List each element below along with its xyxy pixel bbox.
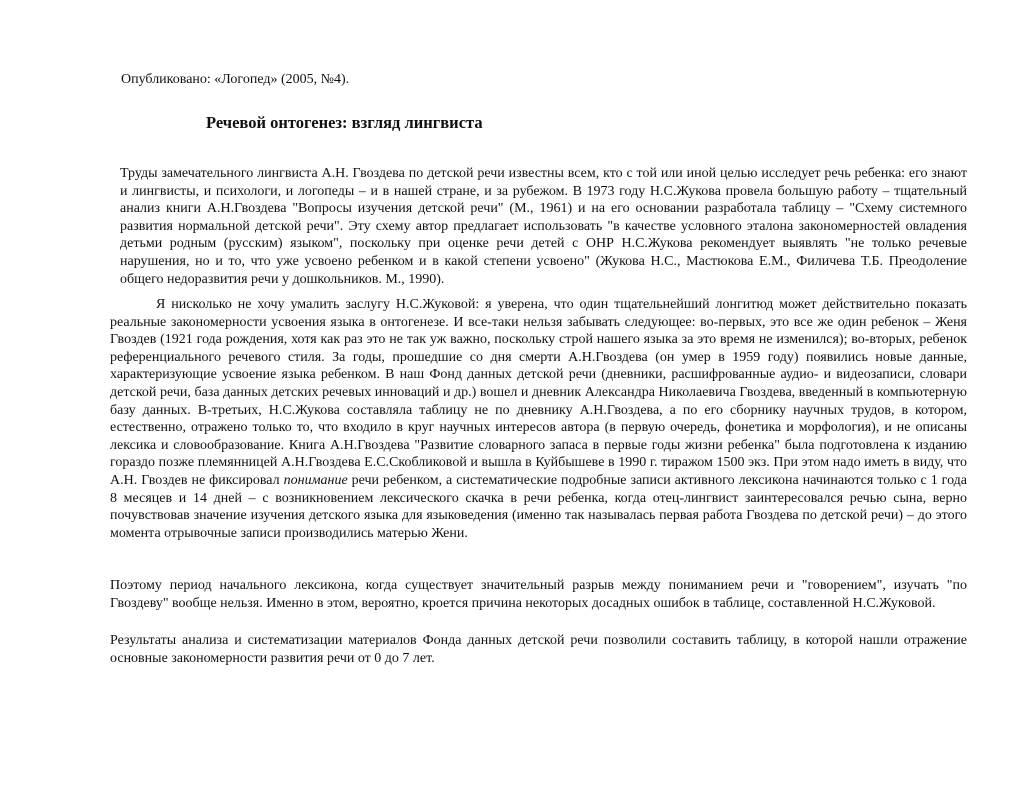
paragraph-intro bbox=[120, 165, 967, 288]
publication-note: Опубликовано: «Логопед» (2005, №4). bbox=[121, 72, 350, 87]
paragraph-critique-part-2: речи ребенком, а систематические подробные записи активного лексикона начинаются только с 1 года 8 месяцев и 14 дней – с возникновением лексического скачка в речи ребенка, когда отец-лингвист заинтересовался речью сына, верно почувствовав значение изучения детского языка для языковедения (именно так называлась первая работа Гвоздева по детской речи) – до этого момента отрывочные записи производились матерью Жени. bbox=[110, 472, 967, 541]
paragraph-results-text: Результаты анализа и систематизации материалов Фонда данных детской речи позволили составить таблицу, в которой нашли отражение основные закономерности развития речи от 0 до 7 лет. bbox=[110, 633, 967, 666]
paragraph-conclusion-text: Поэтому период начального лексикона, когда существует значительный разрыв между пониманием речи и "говорением", изучать "по Гвоздеву" вообще нельзя. Именно в этом, вероятно, кроется причина некоторых досадных ошибок в таблице, составленной Н.С.Жуковой. bbox=[110, 578, 967, 611]
paragraph-intro-text: Труды замечательного лингвиста А.Н. Гвоздева по детской речи известны всем, кто с той или иной целью исследует речь ребенка: его знают и лингвисты, и психологи, и логопеды – и в нашей стране, и за рубежом. В 1973 году Н.С.Жукова провела большую работу – тщательный анализ книги А.Н.Гвоздева "Вопросы изучения детской речи" (М., 1961) и на его основании разработала таблицу – "Схему системного развития нормальной детской речи". Эту схему автор предлагает использовать "в качестве условного эталона закономерностей овладения детьми родным (русским) языком", поскольку при оценке речи детей с ОНР Н.С.Жукова рекомендует выявлять "не только речевые нарушения, но и то, что уже усвоено ребенком и в какой степени усвоено" (Жукова Н.С., Мастюкова Е.М., Филичева Т.Б. Преодоление общего недоразвития речи у дошкольников. М., 1990). bbox=[120, 166, 967, 287]
paragraph-results bbox=[110, 632, 967, 667]
paragraph-conclusion bbox=[110, 577, 967, 612]
article-title: Речевой онтогенез: взгляд лингвиста bbox=[206, 113, 483, 132]
paragraph-critique-text bbox=[110, 296, 967, 542]
emphasis-term: понимание bbox=[283, 472, 348, 488]
paragraph-critique-part-1: Я нисколько не хочу умалить заслугу Н.С.Жуковой: я уверена, что один тщательнейший лонгитюд может действительно показать реальные закономерности усвоения языка в онтогенезе. И все-таки нельзя забывать следующее: во-первых, это все же один ребенок – Женя Гвоздев (1921 года рождения, хотя как раз это не так уж важно, поскольку строй нашего языка за это время не изменился); во-вторых, ребенок референциального речевого стиля. За годы, прошедшие со дня смерти А.Н.Гвоздева (он умер в 1959 году) появились новые данные, характеризующие усвоение языка ребенком. В наш Фонд данных детской речи (дневники, расшифрованные аудио- и видеозаписи, словари детской речи, база данных детских речевых инноваций и др.) вошел и дневник Александра Николаевича Гвоздева, введенный в компьютерную базу данных. В-третьих, Н.С.Жукова составляла таблицу не по дневнику А.Н.Гвоздева, а по его сборнику научных трудов, в котором, естественно, отражено только то, что входило в круг научных интересов автора (в первую очередь, фонетика и морфология), и не описаны лексика и словообразование. Книга А.Н.Гвоздева "Развитие словарного запаса в первые годы жизни ребенка" была подготовлена к изданию гораздо позже племянницей А.Н.Гвоздева Е.С.Скобликовой и вышла в Куйбышеве в 1990 г. тиражом 1500 экз. При этом надо иметь в виду, что А.Н. Гвоздев не фиксировал bbox=[110, 297, 967, 488]
paragraph-critique bbox=[110, 296, 967, 542]
